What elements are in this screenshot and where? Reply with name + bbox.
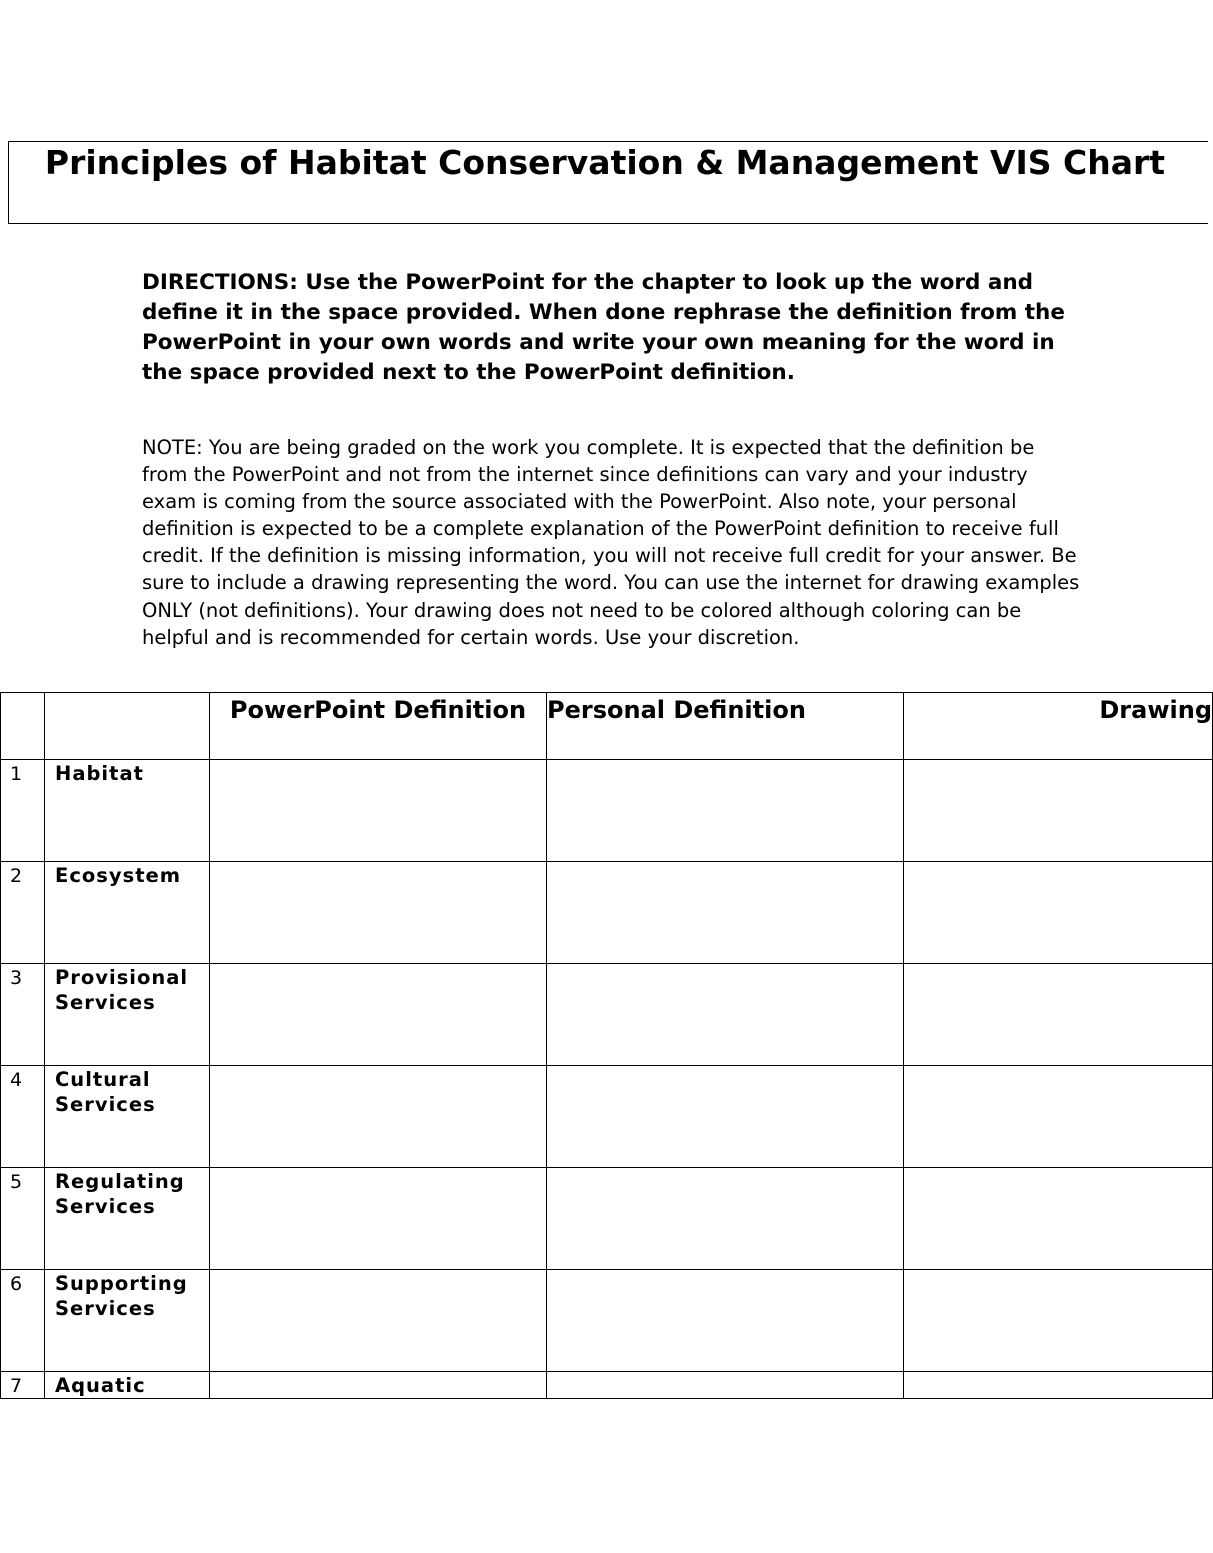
personal-definition-cell[interactable] [547, 862, 904, 964]
header-personal-definition: Personal Definition [547, 693, 904, 760]
powerpoint-definition-cell[interactable] [210, 862, 547, 964]
table-row [1, 1270, 1213, 1372]
table-header-row [1, 693, 1213, 760]
table-row [1, 862, 1213, 964]
table-row [1, 1066, 1213, 1168]
row-number: 3 [1, 964, 45, 1066]
drawing-cell[interactable] [904, 1066, 1213, 1168]
row-number: 2 [1, 862, 45, 964]
vis-chart-table [0, 692, 1213, 1399]
table-row [1, 760, 1213, 862]
drawing-cell[interactable] [904, 760, 1213, 862]
drawing-cell[interactable] [904, 1168, 1213, 1270]
powerpoint-definition-cell[interactable] [210, 964, 547, 1066]
row-term: Cultural Services [45, 1066, 210, 1168]
table-row [1, 1168, 1213, 1270]
page-title: Principles of Habitat Conservation & Management VIS Chart [44, 143, 1166, 182]
row-term: Provisional Services [45, 964, 210, 1066]
powerpoint-definition-cell[interactable] [210, 1372, 547, 1399]
drawing-cell[interactable] [904, 1372, 1213, 1399]
personal-definition-cell[interactable] [547, 760, 904, 862]
personal-definition-cell[interactable] [547, 964, 904, 1066]
powerpoint-definition-cell[interactable] [210, 1270, 547, 1372]
powerpoint-definition-cell[interactable] [210, 1168, 547, 1270]
personal-definition-cell[interactable] [547, 1066, 904, 1168]
personal-definition-cell[interactable] [547, 1168, 904, 1270]
personal-definition-cell[interactable] [547, 1372, 904, 1399]
powerpoint-definition-cell[interactable] [210, 760, 547, 862]
row-number: 1 [1, 760, 45, 862]
powerpoint-definition-cell[interactable] [210, 1066, 547, 1168]
row-term: Supporting Services [45, 1270, 210, 1372]
row-number: 4 [1, 1066, 45, 1168]
row-number: 7 [1, 1372, 45, 1399]
row-term: Regulating Services [45, 1168, 210, 1270]
header-term [45, 693, 210, 760]
header-number [1, 693, 45, 760]
row-number: 6 [1, 1270, 45, 1372]
personal-definition-cell[interactable] [547, 1270, 904, 1372]
note-text: NOTE: You are being graded on the work you complete. It is expected that the definition be from the PowerPoint and not from the internet since definitions can vary and your industry exam is coming from the source associated with the PowerPoint. Also note, your personal definition is expected to be a complete explanation of the PowerPoint definition to receive full credit. If the definition is missing information, you will not receive full credit for your answer. Be sure to include a drawing representing the word. You can use the internet for drawing examples ONLY (not definitions). Your drawing does not need to be colored although coloring can be helpful and is recommended for certain words. Use your discretion. [142, 436, 1080, 649]
table-row [1, 964, 1213, 1066]
drawing-cell[interactable] [904, 964, 1213, 1066]
row-number: 5 [1, 1168, 45, 1270]
drawing-cell[interactable] [904, 862, 1213, 964]
row-term: Aquatic [45, 1372, 210, 1399]
row-term: Habitat [45, 760, 210, 862]
title-box [8, 141, 1208, 224]
directions-text: DIRECTIONS: Use the PowerPoint for the chapter to look up the word and define it in the space provided. When done rephrase the definition from the PowerPoint in your own words and write your own meaning for the word in the space provided next to the PowerPoint definition. [142, 270, 1065, 385]
table-row [1, 1372, 1213, 1399]
header-drawing: Drawing [904, 693, 1213, 760]
header-powerpoint-definition: PowerPoint Definition [210, 693, 547, 760]
drawing-cell[interactable] [904, 1270, 1213, 1372]
row-term: Ecosystem [45, 862, 210, 964]
